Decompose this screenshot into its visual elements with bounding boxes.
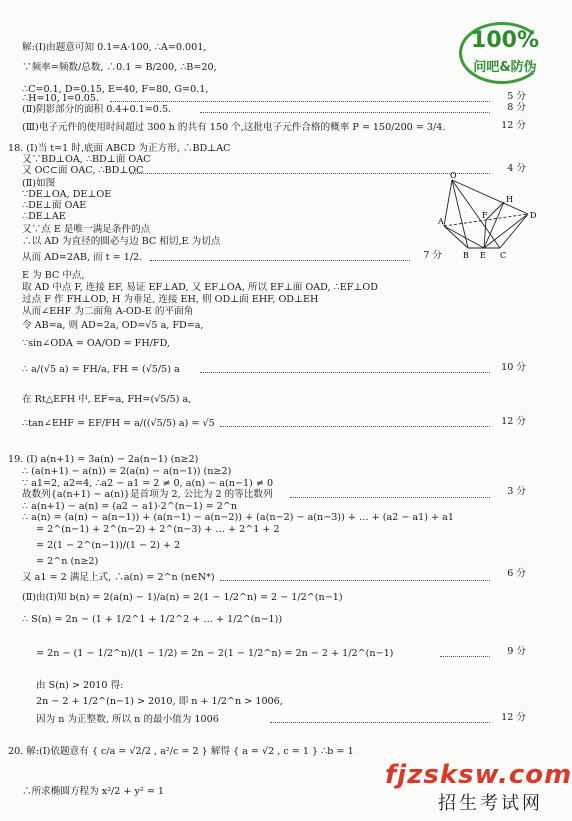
score: 12 分 — [501, 712, 526, 723]
score: 6 分 — [507, 568, 526, 579]
line: 从而∠EHF 为二面角 A-OD-E 的平面角 — [22, 306, 194, 317]
line: = 2^(n−1) + 2^(n−2) + 2^(n−3) + … + 2^1 + 2 — [36, 524, 280, 535]
line: ∴C=0.1, D=0.15, E=40, F=80, G=0.1, — [22, 84, 209, 95]
line: (Ⅲ)电子元件的使用时间超过 300 h 的共有 150 个,这批电子元件合格的概率 P = 150/200 = 3/4. — [22, 122, 446, 133]
line: ∴DE⊥面 OAE — [22, 200, 87, 211]
score: 3 分 — [507, 486, 526, 497]
line: (Ⅱ)阴影部分的面积 0.4+0.1=0.5. — [22, 104, 172, 115]
line: = 2n − (1 − 1/2^n)/(1 − 1/2) = 2n − 2(1 − 1/2^n) = 2n − 2 + 1/2^(n−1) — [36, 648, 394, 659]
line: 令 AB=a, 则 AD=2a, OD=√5 a, FD=a, — [22, 320, 204, 331]
fig-label-c: C — [500, 251, 507, 260]
line: E 为 BC 中点, — [22, 270, 85, 281]
score: 8 分 — [507, 102, 526, 113]
line: 又∵点 E 是唯一满足条件的点 — [22, 224, 151, 235]
fig-label-e: E — [480, 251, 486, 260]
fig-label-h: H — [506, 195, 513, 204]
score: 9 分 — [507, 646, 526, 657]
line: ∵ a1=2, a2=4, ∴a2 − a1 = 2 ≠ 0, a(n) − a(n−1) ≠ 0 — [22, 478, 274, 489]
line: 2n − 2 + 1/2^(n−1) > 2010, 即 n + 1/2^n > 1006, — [36, 696, 283, 707]
line: 解:(Ⅰ)由题意可知 0.1=A·100, ∴A=0.001, — [22, 42, 207, 53]
line: 20. 解:(Ⅰ)依题意有 { c/a = √2/2 , a²/c = 2 } 解得 { a = √2 , c = 1 } ∴b = 1 — [8, 746, 354, 757]
pyramid-figure — [438, 168, 538, 260]
line: (Ⅱ)如图 — [22, 178, 56, 189]
line: 因为 n 为正整数, 所以 n 的最小值为 1006 — [36, 714, 219, 725]
logo-percent: 100% — [471, 28, 539, 53]
line: 又∵BD⊥OA, ∴BD⊥面 OAC — [22, 154, 151, 165]
line: ∵sin∠ODA = OA/OD = FH/FD, — [22, 338, 170, 349]
line: ∵DE⊥OA, DE⊥OE — [22, 189, 112, 200]
line: ∴ a(n) = (a(n) − a(n−1)) + (a(n−1) − a(n−2)) + (a(n−2) − a(n−3)) + … + (a2 − a1) + a1 — [22, 512, 454, 523]
line: 在 Rt△EFH 中, EF=a, FH=(√5/5) a, — [22, 394, 192, 405]
line: = 2(1 − 2^(n−1))/(1 − 2) + 2 — [36, 540, 181, 551]
line: ∵频率=频数/总数, ∴0.1 = B/200, ∴B=20, — [22, 62, 217, 73]
score: 7 分 — [423, 250, 442, 261]
score: 10 分 — [501, 362, 526, 373]
line: 从而 AD=2AB, 而 t = 1/2. — [22, 252, 143, 263]
line: 19. (Ⅰ) a(n+1) = 3a(n) − 2a(n−1) (n≥2) — [8, 454, 199, 465]
line: 又 OC⊂面 OAC, ∴BD⊥OC — [22, 165, 144, 176]
fig-label-o: O — [450, 171, 457, 180]
score: 5 分 — [507, 91, 526, 102]
logo-tagline: 问吧&防伪 — [473, 60, 537, 75]
line: 取 AD 中点 F, 连接 EF, 易证 EF⊥AD, 又 EF⊥OA, 所以 EF⊥面 OAD, ∴EF⊥OD — [22, 282, 378, 293]
watermark-domain: fjzsksw.com — [385, 760, 572, 790]
line: = 2^n (n≥2) — [36, 556, 99, 567]
line: ∴以 AD 为直径的圆必与边 BC 相切,E 为切点 — [22, 236, 221, 247]
line: ∴ a(n+1) − a(n) = (a2 − a1)·2^(n−1) = 2^n — [22, 501, 238, 512]
line: 又 a1 = 2 满足上式, ∴a(n) = 2^n (n∈N*) — [22, 572, 215, 583]
fig-label-d: D — [530, 211, 537, 220]
line: 过点 F 作 FH⊥OD, H 为垂足, 连接 EH, 则 OD⊥面 EHF, OD⊥EH — [22, 294, 319, 305]
score: 4 分 — [507, 163, 526, 174]
line: ∴H=10, I=0.05. — [22, 93, 100, 104]
line: ∴ (a(n+1) − a(n)) = 2(a(n) − a(n−1)) (n≥2) — [22, 466, 232, 477]
anti-fake-logo — [455, 22, 547, 84]
line: ∴ S(n) = 2n − (1 + 1/2^1 + 1/2^2 + … + 1/2^(n−1)) — [22, 614, 283, 625]
score: 12 分 — [501, 120, 526, 131]
line: ∴DE⊥AE — [22, 211, 66, 222]
line: ∴tan∠EHF = EF/FH = a/((√5/5) a) = √5 — [22, 418, 215, 429]
watermark-site-name: 招生考试网 — [438, 793, 543, 814]
line: 由 S(n) > 2010 得: — [36, 680, 124, 691]
line: (Ⅱ)由(Ⅰ)知 b(n) = 2(a(n) − 1)/a(n) = 2(1 − 1/2^n) = 2 − 1/2^(n−1) — [22, 592, 343, 603]
line: ∴所求椭圆方程为 x²/2 + y² = 1 — [22, 786, 165, 797]
fig-label-a: A — [438, 217, 444, 226]
line: 故数列{a(n+1) − a(n)}是首项为 2, 公比为 2 的等比数列 — [22, 489, 273, 500]
score: 12 分 — [501, 416, 526, 427]
line: ∴ a/(√5 a) = FH/a, FH = (√5/5) a — [22, 364, 180, 375]
fig-label-b: B — [463, 251, 469, 260]
fig-label-f: F — [482, 211, 488, 220]
line: 18. (Ⅰ)当 t=1 时,底面 ABCD 为正方形, ∴BD⊥AC — [8, 143, 231, 154]
